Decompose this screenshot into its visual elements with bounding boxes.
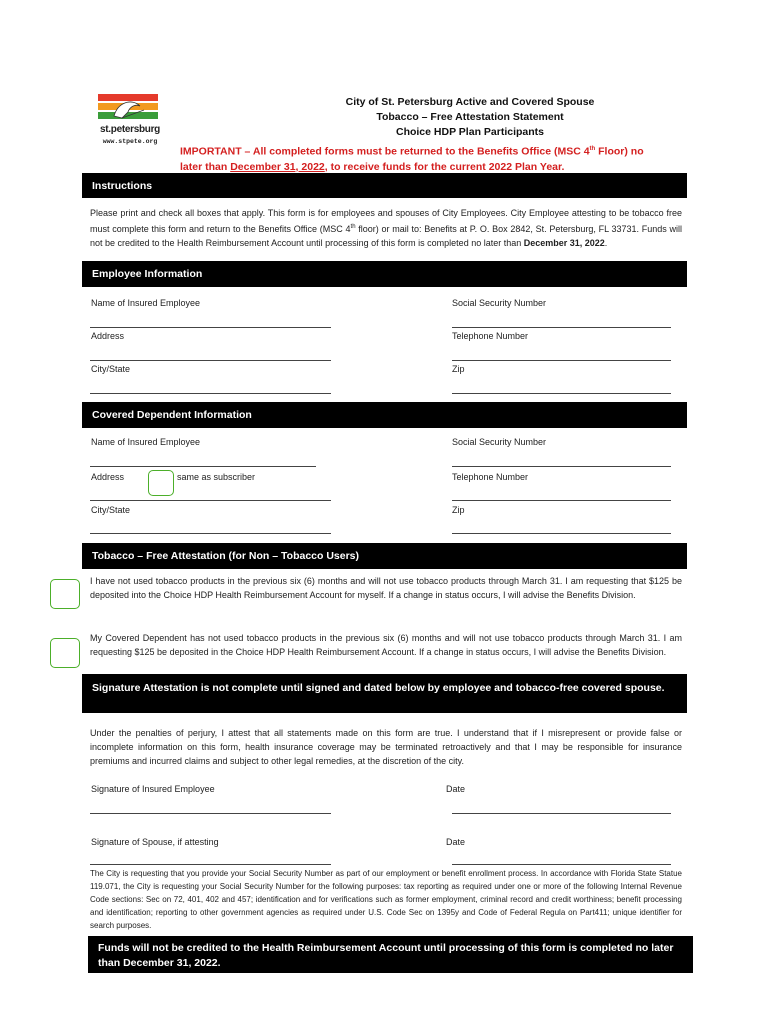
important-text-d: , to receive funds for the current 2022 Plan Year. [324,160,565,173]
important-text-a: IMPORTANT – All completed forms must be returned to the Benefits Office (MSC 4 [180,145,590,158]
employee-name-label: Name of Insured Employee [91,298,201,308]
header-title-line2: Tobacco – Free Attestation Statement [376,111,564,123]
important-sup: th [589,146,596,152]
employee-tobacco-free-checkbox[interactable] [50,579,80,609]
dependent-ssn-field[interactable] [452,466,671,467]
dependent-city-label: City/State [91,505,131,515]
employee-tobacco-statement: I have not used tobacco products in the previous six (6) months and will not use tobacco products through March 31. I am requesting that $125 be deposited into the Choice HDP Health Reimbursement Account for myself. If a change in status occurs, I will advise the Benefits Division. [90,576,682,600]
instructions-end: . [604,238,608,248]
signature-attestation-header: Signature Attestation is not complete until signed and dated below by employee and tobacco-free covered spouse. [82,674,687,713]
employee-ssn-field[interactable] [452,327,671,328]
employee-phone-label: Telephone Number [452,331,529,341]
employee-date-label: Date [446,784,466,794]
dependent-zip-field[interactable] [452,533,671,534]
instructions-text-a: Please print and check all boxes that apply. This form is for employees and spouses of City Employees. City Employee attesting to be tobacco free must complete this form and return to the Benefits Office (MSC 4 [90,208,682,234]
ssn-privacy-notice: The City is requesting that you provide your Social Security Number as part of our employment or benefit enrollment process. In accordance with Florida State Statue 119.071, the City is requesting your Social Security Number for the following purposes: tax reporting as required under one or more of the following Internal Revenue Code sections: Sec on 72, 401, 402 and 457; identification and for verifications such as former employment, criminal record and credit worthiness; benefit processing and identification; reporting to other government agencies as required under U.S. Code Sec on 1395y and Code of Federal Regula on Part411; unique identifier for search purposes. [90,869,682,930]
important-text-c: later than [180,160,231,173]
dependent-tobacco-statement: My Covered Dependent has not used tobacco products in the previous six (6) months and will not use tobacco products through March 31. I am requesting $125 be deposited in the Choice HDP Health Reimbursement Account. If a change in status occurs, I will advise the Benefits Division. [90,633,682,657]
spouse-signature-field[interactable] [90,864,331,865]
dependent-zip-label: Zip [452,505,465,515]
dependent-city-field[interactable] [90,533,331,534]
instructions-date: December 31, 2022 [523,238,605,248]
dependent-phone-field[interactable] [452,500,671,501]
employee-city-label: City/State [91,364,131,374]
employee-zip-field[interactable] [452,393,671,394]
important-text-b: Floor) no [595,145,644,158]
dependent-name-label: Name of Insured Employee [91,437,201,447]
important-notice [180,142,680,175]
employee-signature-field[interactable] [90,813,331,814]
employee-date-field[interactable] [452,813,671,814]
employee-address-field[interactable] [90,360,331,361]
instructions-text-b: floor) or mail to: Benefits at P. O. Box 2842, St. Petersburg, FL 33731. Funds will not be credited to the Health Reimbursement Account until processing of this form is completed no later than [90,224,682,248]
dependent-tobacco-free-checkbox[interactable] [50,638,80,668]
employee-info-header: Employee Information [82,261,687,287]
employee-ssn-label: Social Security Number [452,298,547,308]
dependent-name-field[interactable] [90,466,316,467]
employee-name-field[interactable] [90,327,331,328]
dependent-info-header: Covered Dependent Information [82,402,687,428]
header-title-line1: City of St. Petersburg Active and Covered Spouse [345,96,595,108]
dependent-address-field[interactable] [90,500,331,501]
employee-address-label: Address [91,331,125,341]
spouse-date-label: Date [446,837,466,847]
instructions-sup: th [350,224,356,230]
perjury-statement: Under the penalties of perjury, I attest that all statements made on this form are true. I understand that if I misrepresent or provide false or incomplete information on this form, health insurance coverage may be terminated retroactively and that I may be responsible for insurance premiums and incurred claims and subject to other legal remedies, at the discretion of the city. [90,728,682,766]
instructions-header: Instructions [82,173,687,198]
dependent-ssn-label: Social Security Number [452,437,547,447]
dependent-phone-label: Telephone Number [452,472,529,482]
important-date: December 31, 2022 [230,160,325,173]
tobacco-attestation-header: Tobacco – Free Attestation (for Non – Tobacco Users) [82,543,687,569]
employee-phone-field[interactable] [452,360,671,361]
employee-signature-label: Signature of Insured Employee [91,784,215,794]
dependent-address-label: Address [91,472,125,482]
same-as-subscriber-label: same as subscriber [177,472,256,482]
spouse-signature-label: Signature of Spouse, if attesting [91,837,219,847]
spouse-date-field[interactable] [452,864,671,865]
logo-name: st.petersburg [99,124,160,135]
header-title-line3: Choice HDP Plan Participants [395,126,544,138]
employee-zip-label: Zip [452,364,465,374]
city-logo [92,92,168,150]
instructions-text [90,206,682,250]
employee-city-field[interactable] [90,393,331,394]
footer-notice: Funds will not be credited to the Health Reimbursement Account until processing of this form is completed no later than December 31, 2022. [88,936,693,973]
logo-url: www.stpete.org [102,138,158,145]
same-as-subscriber-checkbox[interactable] [148,470,174,496]
